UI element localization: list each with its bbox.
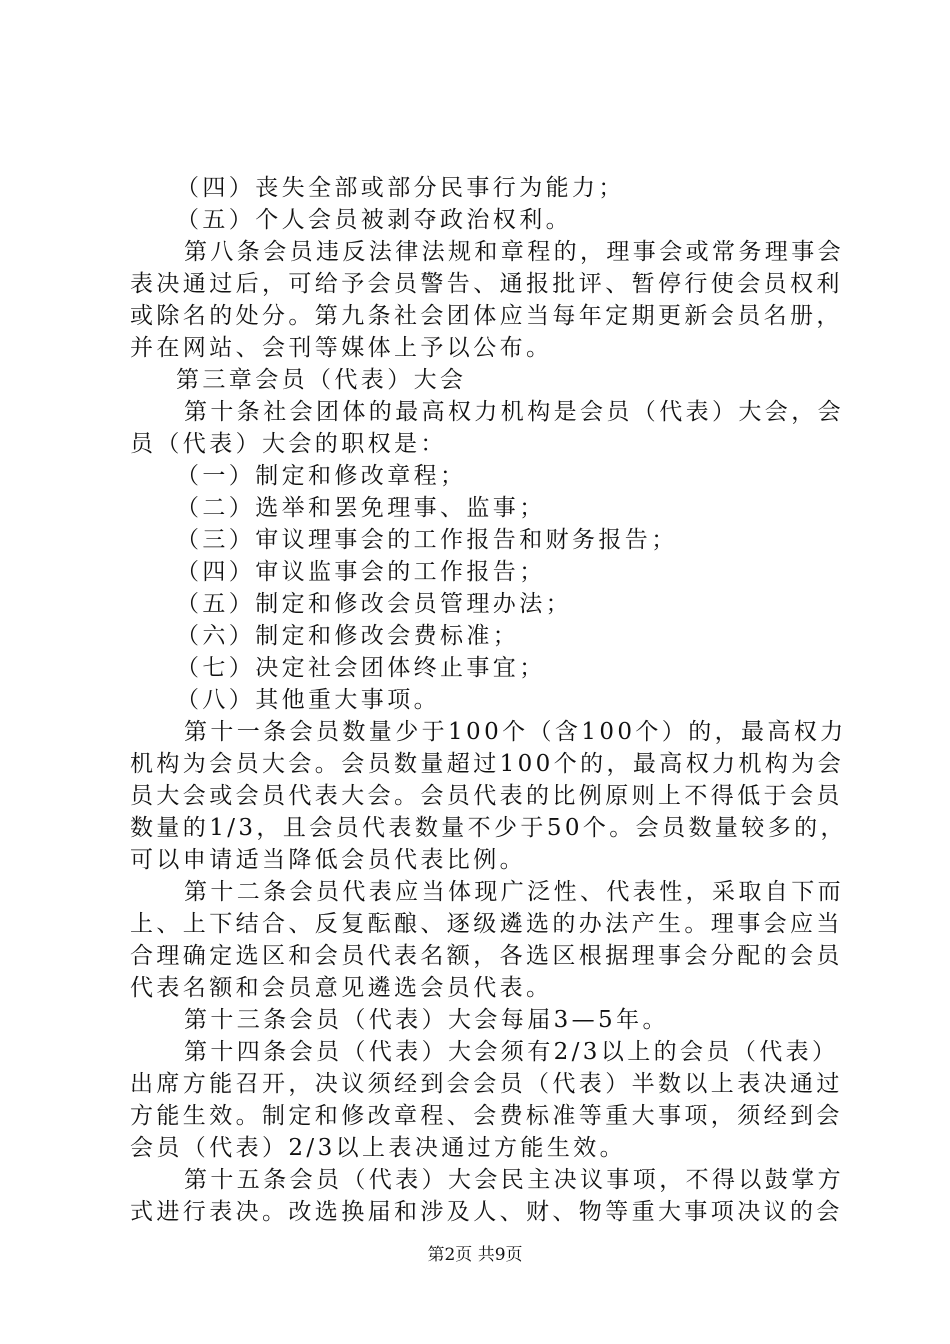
text-line: 员大会或会员代表大会。会员代表的比例原则上不得低于会员	[130, 783, 843, 809]
text-line: （七）决定社会团体终止事宜；	[176, 655, 546, 681]
text-line: 出席方能召开，决议须经到会会员（代表）半数以上表决通过	[130, 1071, 843, 1097]
text-line: 第十五条会员（代表）大会民主决议事项，不得以鼓掌方	[184, 1167, 844, 1193]
text-line: 第十四条会员（代表）大会须有2/3以上的会员（代表）	[184, 1039, 839, 1065]
text-line: 数量的1/3，且会员代表数量不少于50个。会员数量较多的，	[130, 815, 847, 841]
text-line: 方能生效。制定和修改章程、会费标准等重大事项，须经到会	[130, 1103, 843, 1129]
text-line: 会员（代表）2/3以上表决通过方能生效。	[130, 1135, 627, 1161]
text-line: （一）制定和修改章程；	[176, 463, 467, 489]
text-line: （五）个人会员被剥夺政治权利。	[176, 207, 572, 233]
text-line: 员（代表）大会的职权是：	[130, 431, 447, 457]
text-line: 表决通过后，可给予会员警告、通报批评、暂停行使会员权利	[130, 271, 843, 297]
text-line: 合理确定选区和会员代表名额，各选区根据理事会分配的会员	[130, 943, 843, 969]
text-line: 机构为会员大会。会员数量超过100个的，最高权力机构为会	[130, 751, 845, 777]
text-line: （五）制定和修改会员管理办法；	[176, 591, 572, 617]
text-line: 可以申请适当降低会员代表比例。	[130, 847, 526, 873]
text-line: 并在网站、会刊等媒体上予以公布。	[130, 335, 553, 361]
text-line: 第八条会员违反法律法规和章程的，理事会或常务理事会	[184, 239, 844, 265]
text-line: 代表名额和会员意见遴选会员代表。	[130, 975, 553, 1001]
text-line: 或除名的处分。第九条社会团体应当每年定期更新会员名册，	[130, 303, 843, 329]
text-line: 第十条社会团体的最高权力机构是会员（代表）大会，会	[184, 399, 844, 425]
text-line: 第十二条会员代表应当体现广泛性、代表性，采取自下而	[184, 879, 844, 905]
text-line: （四）丧失全部或部分民事行为能力；	[176, 175, 625, 201]
text-line: （二）选举和罢免理事、监事；	[176, 495, 546, 521]
text-line: 上、上下结合、反复酝酿、逐级遴选的办法产生。理事会应当	[130, 911, 843, 937]
text-line: （八）其他重大事项。	[176, 687, 440, 713]
document-body	[130, 172, 847, 1228]
text-line: 第十一条会员数量少于100个（含100个）的，最高权力	[184, 719, 847, 745]
text-line: 第十三条会员（代表）大会每届3—5年。	[184, 1007, 669, 1033]
text-line: 第三章会员（代表）大会	[176, 367, 467, 393]
text-line: （六）制定和修改会费标准；	[176, 623, 520, 649]
text-line: （四）审议监事会的工作报告；	[176, 559, 546, 585]
text-line: 式进行表决。改选换届和涉及人、财、物等重大事项决议的会	[130, 1199, 843, 1225]
text-line: （三）审议理事会的工作报告和财务报告；	[176, 527, 678, 553]
page-footer: 第2页 共9页	[427, 1245, 523, 1265]
